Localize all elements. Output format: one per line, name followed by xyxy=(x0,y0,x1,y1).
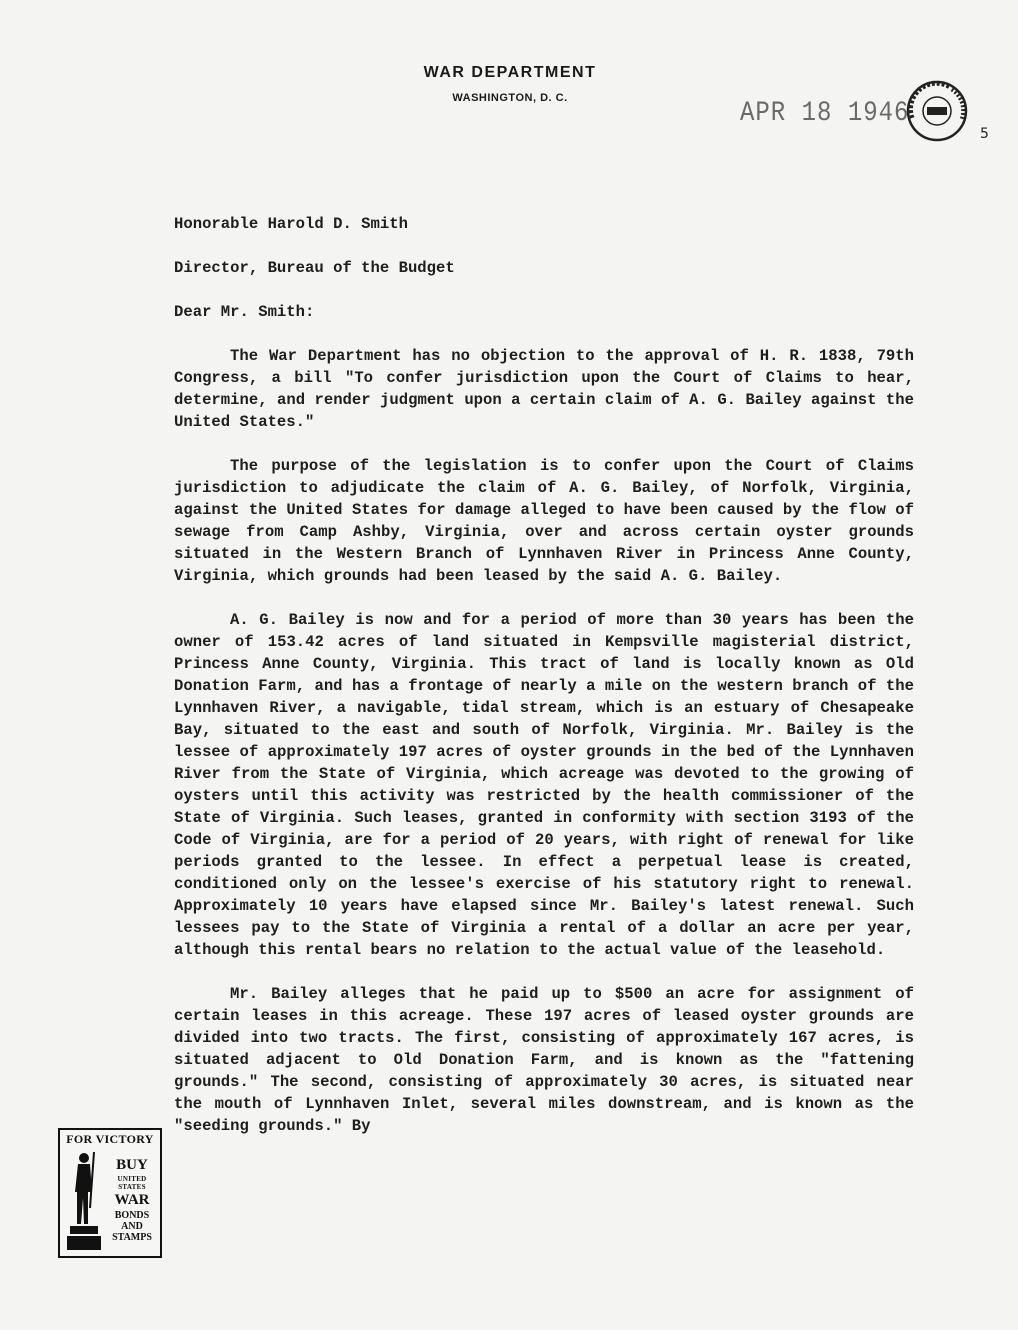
addressee: Honorable Harold D. Smith xyxy=(174,215,408,233)
salutation: Dear Mr. Smith: xyxy=(174,303,315,321)
letterhead xyxy=(360,64,660,104)
paragraph: The purpose of the legislation is to confer upon the Court of Claims jurisdiction to adjudicate the claim of A. G. Bailey, of Norfolk, Virginia, against the United States for damage alleged to have been caused by the flow of sewage from Camp Ashby, Virginia, over and across certain oyster grounds situated in the Western Branch of Lynnhaven River in Princess Anne County, Virginia, which grounds had been leased by the said A. G. Bailey. xyxy=(174,457,914,585)
received-date-stamp: APR 18 1946 xyxy=(740,97,910,130)
poster-buy: BUY xyxy=(116,1157,148,1173)
poster-bonds-and: BONDS AND xyxy=(114,1210,150,1232)
war-bonds-poster xyxy=(58,1128,162,1258)
poster-united-states: UNITED STATES xyxy=(117,1175,147,1191)
poster-text xyxy=(106,1148,158,1243)
addressee-title: Director, Bureau of the Budget xyxy=(174,259,455,277)
department-name: WAR DEPARTMENT xyxy=(423,64,597,81)
paragraph: Mr. Bailey alleges that he paid up to $500 an acre for assignment of certain leases in this acreage. These 197 acres of leased oyster grounds are divided into two tracts. The first, consisting of approximately 167 acres, is situated adjacent to Old Donation Farm, and is known as the "fattening grounds." The second, consisting of approximately 30 acres, is situated near the mouth of Lynnhaven Inlet, several miles downstream, and is known as the "seeding grounds." By xyxy=(174,985,914,1135)
poster-stamps: STAMPS xyxy=(112,1232,152,1243)
department-location: WASHINGTON, D. C. xyxy=(452,92,568,104)
minuteman-figure-icon xyxy=(64,1148,104,1252)
library-seal-icon xyxy=(906,80,968,142)
paragraph: The War Department has no objection to the approval of H. R. 1838, 79th Congress, a bill "To confer jurisdiction upon the Court of Claims to hear, determine, and render judgment upon a certain claim of A. G. Bailey against the United States." xyxy=(174,347,914,431)
poster-heading: FOR VICTORY xyxy=(66,1132,154,1146)
poster-war: WAR xyxy=(114,1192,150,1208)
paragraph: A. G. Bailey is now and for a period of more than 30 years has been the owner of 153.42 acres of land situated in Kempsville magisterial district, Princess Anne County, Virginia. This tract of land is locally known as Old Donation Farm, and has a frontage of nearly a mile on the western branch of the Lynnhaven River, a navigable, tidal stream, which is an estuary of Chesapeake Bay, situated to the east and south of Norfolk, Virginia. Mr. Bailey is the lessee of approximately 197 acres of oyster grounds in the bed of the Lynnhaven River from the State of Virginia, which acreage was devoted to the growing of oysters until this activity was restricted by the health commissioner of the State of Virginia. Such leases, granted in conformity with section 3193 of the Code of Virginia, are for a period of 20 years, with right of renewal for like periods granted to the lessee. In effect a perpetual lease is created, conditioned only on the lessee's exercise of his statutory right to renewal. Approximately 10 years have elapsed since Mr. Bailey's latest renewal. Such lessees pay to the State of Virginia a rental of a dollar an acre per year, although this rental bears no relation to the actual value of the leasehold. xyxy=(174,611,914,959)
letter-body xyxy=(174,213,914,1137)
seal-mark: 5 xyxy=(980,126,989,142)
